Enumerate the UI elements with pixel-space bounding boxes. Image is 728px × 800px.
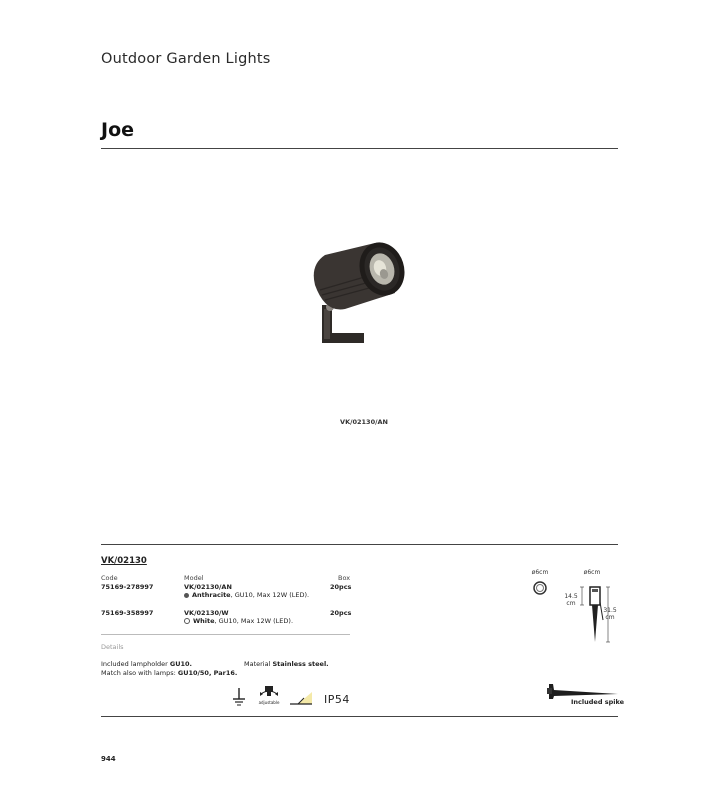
adjustable-text: adjustable: [258, 700, 280, 705]
row2-desc: White, GU10, Max 12W (LED).: [184, 617, 293, 625]
height-label-2: 31.5 cm: [603, 607, 617, 621]
lampholder-info: Included lampholder GU10.: [101, 660, 193, 668]
section-title: Outdoor Garden Lights: [101, 51, 271, 67]
row2-code: 75169-358997: [101, 609, 154, 617]
diameter-label-2: ø6cm: [583, 569, 601, 576]
top-view-icon: [533, 581, 547, 595]
footer-divider: [101, 716, 618, 717]
row2-model: VK/02130/W: [184, 609, 229, 617]
row1-desc: Anthracite, GU10, Max 12W (LED).: [184, 591, 309, 599]
row1-code: 75169-278997: [101, 583, 154, 591]
col-code: Code: [101, 574, 118, 582]
col-box: Box: [338, 574, 351, 582]
color-dot-white: [184, 618, 190, 624]
header-divider: [101, 148, 618, 149]
light-beam-icon: [290, 692, 312, 706]
material-info: Material Stainless steel.: [244, 660, 329, 668]
row2-box: 20pcs: [330, 609, 352, 617]
diameter-label-1: ø6cm: [531, 569, 549, 576]
spike-caption: Included spike: [571, 698, 625, 706]
row1-model: VK/02130/AN: [184, 583, 232, 591]
color-dot-anthracite: [184, 593, 189, 598]
table-divider: [101, 634, 350, 635]
details-label: Details: [101, 643, 124, 651]
ground-icon: [232, 688, 246, 706]
hero-caption: VK/02130/AN: [340, 418, 388, 426]
spec-divider: [101, 544, 618, 545]
ip-rating: IP54: [324, 693, 350, 706]
row1-box: 20pcs: [330, 583, 352, 591]
family-code: VK/02130: [101, 556, 147, 566]
lamps-info: Match also with lamps: GU10/50, Par16.: [101, 669, 238, 677]
page-number: 944: [101, 755, 116, 763]
adjustable-icon: [258, 684, 280, 706]
height-label-1: 14.5 cm: [564, 593, 578, 607]
col-model: Model: [184, 574, 204, 582]
product-image: [300, 235, 420, 350]
product-title: Joe: [101, 119, 135, 141]
